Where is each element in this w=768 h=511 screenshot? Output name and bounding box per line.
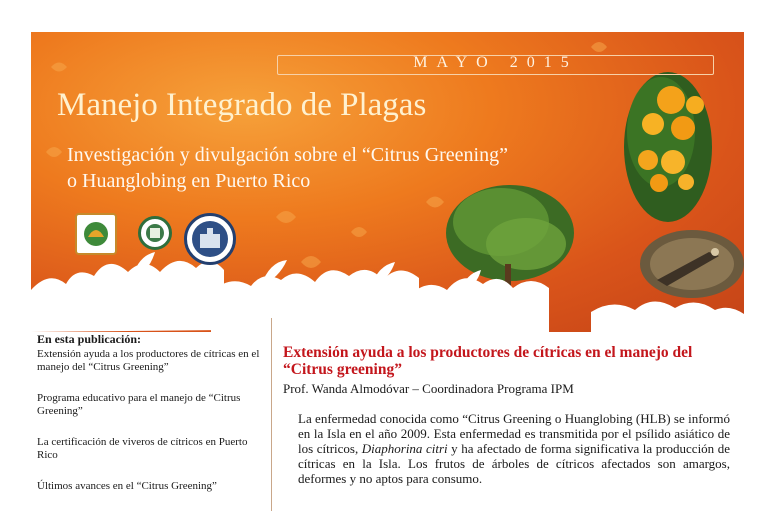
species-name: Diaphorina citri [361, 441, 448, 456]
body-text-part-2: y ha afectado de forma significativa la producción de cítricas en la Isla. Los frutos de árboles de cítricos afectados son amargos, deformes y no aptos para consumo. [298, 441, 730, 486]
newsletter-subtitle-line-1: Investigación y divulgación sobre el “Citrus Greening” [67, 144, 508, 166]
contents-item[interactable]: La certificación de viveros de cítricos en Puerto Rico [37, 436, 248, 461]
extension-logo-icon [75, 213, 117, 255]
contents-item[interactable]: Programa educativo para el manejo de “Citrus Greening” [37, 392, 241, 417]
issue-month: MAYO 2015 [413, 54, 578, 71]
publication-contents [37, 333, 269, 511]
newsletter-title: Manejo Integrado de Plagas [57, 87, 427, 123]
header-banner [31, 32, 744, 332]
contents-heading: En esta publicación: [37, 332, 142, 346]
contents-item[interactable]: Últimos avances en el “Citrus Greening” [37, 480, 217, 492]
body-text-part-1: La enfermedad conocida como “Citrus Greening o Huanglobing (HLB) se informó en la Isla en el año 2009. Esta enfermedad es transmitida por el psílido asiático de los cítricos, [298, 411, 730, 456]
psyllid-photo [640, 230, 744, 298]
article-byline: Prof. Wanda Almodóvar – Coordinadora Programa IPM [283, 381, 574, 396]
column-divider [271, 318, 272, 511]
college-seal-icon [138, 216, 172, 250]
contents-item[interactable]: Extensión ayuda a los productores de cítricas en el manejo del “Citrus Greening” [37, 348, 260, 373]
university-seal-icon [184, 213, 236, 265]
article-body [298, 411, 730, 486]
newsletter-subtitle-line-2: o Huanglobing en Puerto Rico [67, 170, 311, 192]
article-title: Extensión ayuda a los productores de cítricas en el manejo del “Citrus greening” [283, 344, 693, 378]
white-leaf-border [31, 252, 744, 332]
oranges-photo [624, 72, 712, 222]
shrub-photo [446, 185, 574, 288]
